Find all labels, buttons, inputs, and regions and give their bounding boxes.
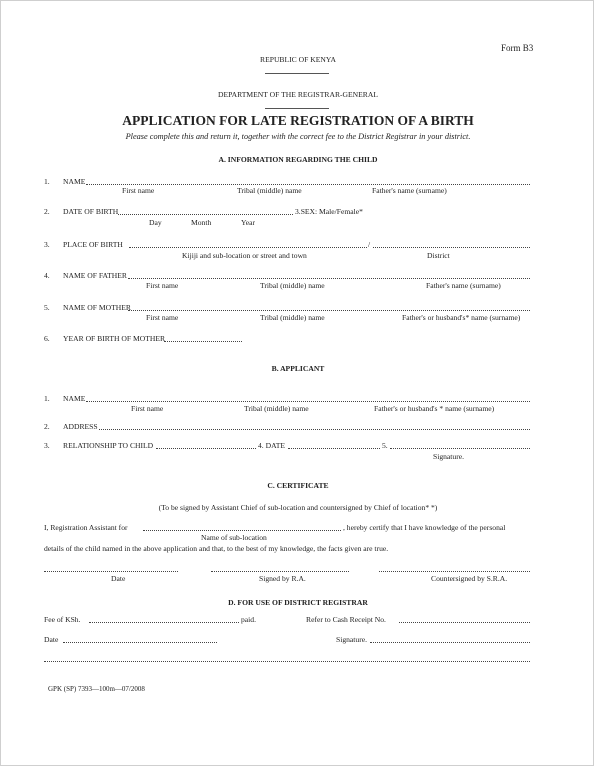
item-number: 4. <box>44 271 50 280</box>
mother-name-field[interactable] <box>128 310 530 311</box>
tribal-name-caption: Tribal (middle) name <box>260 281 325 290</box>
applicant-name-label: NAME <box>63 394 86 403</box>
fathers-or-husbands-name-caption: Father's or husband's* name (surname) <box>402 313 521 322</box>
applicant-name-field[interactable] <box>86 401 530 402</box>
item-number: 5. <box>382 441 388 450</box>
date-caption: Date <box>111 574 126 583</box>
republic-heading: REPUBLIC OF KENYA <box>260 55 336 64</box>
sub-location-caption: Name of sub-location <box>201 533 267 542</box>
tribal-name-caption: Tribal (middle) name <box>244 404 309 413</box>
child-name-label: NAME <box>63 177 86 186</box>
child-name-field[interactable] <box>86 184 530 185</box>
first-name-caption: First name <box>146 313 179 322</box>
fathers-name-caption: Father's name (surname) <box>426 281 501 290</box>
divider <box>265 73 329 74</box>
tribal-name-caption: Tribal (middle) name <box>237 186 302 195</box>
section-d-heading: D. FOR USE OF DISTRICT REGISTRAR <box>228 598 368 607</box>
date-field[interactable] <box>288 448 380 449</box>
section-b-heading: B. APPLICANT <box>271 364 325 373</box>
day-caption: Day <box>149 218 162 227</box>
item-number: 3. <box>44 240 50 249</box>
divider <box>265 108 329 109</box>
registrar-date-label: Date <box>44 635 59 644</box>
dob-field[interactable] <box>118 214 293 215</box>
receipt-label: Refer to Cash Receipt No. <box>306 615 386 624</box>
certificate-note: (To be signed by Assistant Chief of sub-location and countersigned by Chief of location* *) <box>158 503 438 512</box>
place-of-birth-field[interactable] <box>129 247 367 248</box>
tribal-name-caption: Tribal (middle) name <box>260 313 325 322</box>
item-number: 1. <box>44 177 50 186</box>
item-number: 1. <box>44 394 50 403</box>
mother-yob-label: YEAR OF BIRTH OF MOTHER <box>63 334 166 343</box>
mother-name-label: NAME OF MOTHER <box>63 303 131 312</box>
date-sign-field[interactable] <box>44 571 178 572</box>
first-name-caption: First name <box>131 404 164 413</box>
instruction-text: Please complete this and return it, together with the correct fee to the District Registrar in your district. <box>125 132 471 141</box>
item-number: 3. <box>44 441 50 450</box>
slash: / <box>368 240 371 249</box>
receipt-field[interactable] <box>399 622 530 623</box>
district-caption: District <box>427 251 450 260</box>
form-title: APPLICATION FOR LATE REGISTRATION OF A BIRTH <box>122 113 474 128</box>
certify-text-b: , hereby certify that I have knowledge of the personal <box>343 523 506 532</box>
mother-yob-field[interactable] <box>164 341 242 342</box>
fathers-or-husbands-name-caption: Father's or husband's * name (surname) <box>374 404 495 413</box>
paid-label: paid. <box>241 615 256 624</box>
place-of-birth-label: PLACE OF BIRTH <box>63 240 123 249</box>
address-label: ADDRESS <box>63 422 98 431</box>
registrar-signature-label: Signature. <box>336 635 368 644</box>
extra-line[interactable] <box>44 661 530 662</box>
countersigned-caption: Countersigned by S.R.A. <box>431 574 508 583</box>
signature-caption: Signature. <box>433 452 465 461</box>
fee-label: Fee of KSh. <box>44 615 81 624</box>
dob-label: DATE OF BIRTH <box>63 207 119 216</box>
first-name-caption: First name <box>146 281 179 290</box>
sub-location-field[interactable] <box>143 530 341 531</box>
relationship-field[interactable] <box>156 448 256 449</box>
certify-text-c: details of the child named in the above application and that, to the best of my knowledge, the facts given are true. <box>44 544 389 553</box>
address-field[interactable] <box>99 429 530 430</box>
signature-field[interactable] <box>390 448 530 449</box>
item-number: 5. <box>44 303 50 312</box>
department-heading: DEPARTMENT OF THE REGISTRAR-GENERAL <box>218 90 378 99</box>
father-name-field[interactable] <box>128 278 530 279</box>
registrar-signature-field[interactable] <box>370 642 530 643</box>
district-field[interactable] <box>373 247 530 248</box>
date-label: 4. DATE <box>258 441 285 450</box>
signed-ra-caption: Signed by R.A. <box>259 574 306 583</box>
kijiji-caption: Kijiji and sub-location or street and town <box>182 251 307 260</box>
fee-field[interactable] <box>89 622 239 623</box>
section-a-heading: A. INFORMATION REGARDING THE CHILD <box>218 155 378 164</box>
item-number: 2. <box>44 422 50 431</box>
ra-sign-field[interactable] <box>211 571 349 572</box>
form-code: Form B3 <box>501 43 534 53</box>
section-c-heading: C. CERTIFICATE <box>267 481 329 490</box>
relationship-label: RELATIONSHIP TO CHILD <box>63 441 154 450</box>
item-number: 2. <box>44 207 50 216</box>
sra-sign-field[interactable] <box>379 571 530 572</box>
month-caption: Month <box>191 218 212 227</box>
fathers-name-caption: Father's name (surname) <box>372 186 447 195</box>
father-name-label: NAME OF FATHER <box>63 271 127 280</box>
item-number: 6. <box>44 334 50 343</box>
first-name-caption: First name <box>122 186 155 195</box>
registrar-date-field[interactable] <box>63 642 217 643</box>
print-code: GPK (SP) 7393—100m—07/2008 <box>48 685 145 693</box>
certify-text-a: I, Registration Assistant for <box>44 523 128 532</box>
sex-label: 3.SEX: Male/Female* <box>295 207 363 216</box>
year-caption: Year <box>241 218 255 227</box>
